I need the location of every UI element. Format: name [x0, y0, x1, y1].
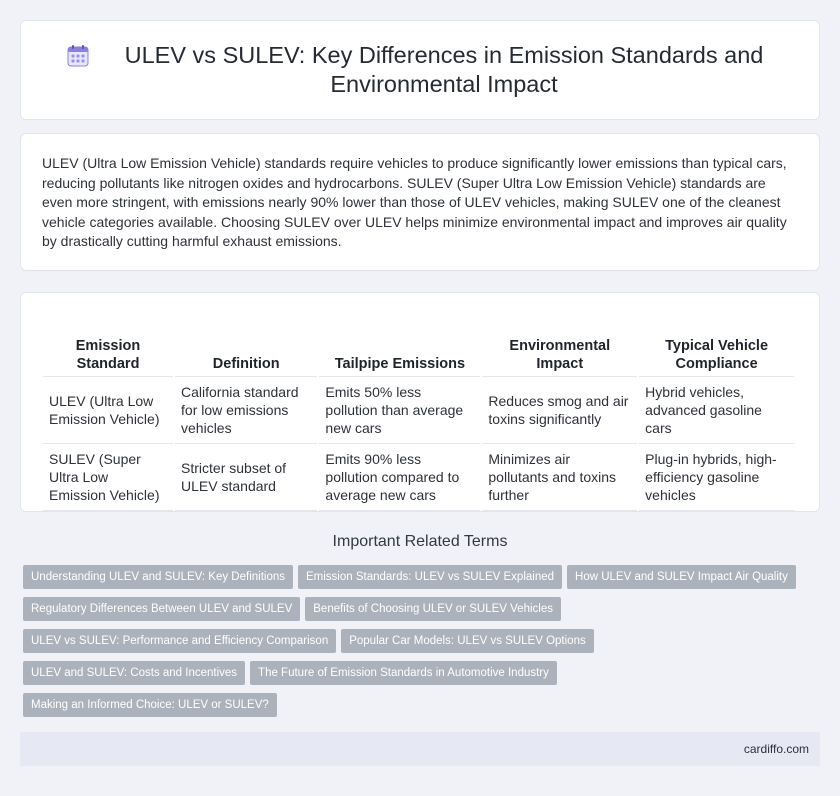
intro-card — [20, 133, 820, 271]
related-term-link[interactable]: Regulatory Differences Between ULEV and SULEV — [23, 597, 300, 621]
table-row — [43, 444, 794, 511]
table-row — [43, 377, 794, 444]
table-cell: Hybrid vehicles, advanced gasoline cars — [639, 377, 794, 444]
column-header: Typical Vehicle Compliance — [639, 313, 794, 377]
table-cell: California standard for low emissions vehicles — [175, 377, 317, 444]
related-term-link[interactable]: Popular Car Models: ULEV vs SULEV Options — [341, 629, 594, 653]
footer-site-link[interactable]: cardiffo.com — [743, 742, 809, 756]
related-term-link[interactable]: Making an Informed Choice: ULEV or SULEV? — [23, 693, 277, 717]
column-header: Tailpipe Emissions — [319, 313, 480, 377]
comparison-table-card — [20, 292, 820, 512]
related-term-link[interactable]: How ULEV and SULEV Impact Air Quality — [567, 565, 796, 589]
related-terms-title: Important Related Terms — [332, 533, 508, 550]
column-header: Emission Standard — [43, 313, 173, 377]
related-term-link[interactable]: The Future of Emission Standards in Automotive Industry — [250, 661, 557, 685]
table-cell: Stricter subset of ULEV standard — [175, 444, 317, 511]
comparison-table — [41, 313, 796, 511]
related-term-link[interactable]: Emission Standards: ULEV vs SULEV Explained — [298, 565, 562, 589]
related-terms-list — [23, 565, 823, 725]
table-cell: Plug-in hybrids, high-efficiency gasoline vehicles — [639, 444, 794, 511]
column-header: Definition — [175, 313, 317, 377]
table-cell: Emits 50% less pollution than average new cars — [319, 377, 480, 444]
related-term-link[interactable]: ULEV vs SULEV: Performance and Efficiency Comparison — [23, 629, 336, 653]
footer — [20, 732, 820, 766]
intro-paragraph: ULEV (Ultra Low Emission Vehicle) standards require vehicles to produce significantly lower emissions than typical cars, reducing pollutants like nitrogen oxides and hydrocarbons. SULEV (Super Ultra Low Emission Vehicle) standards are even more stringent, with emissions nearly 90% lower than those of ULEV vehicles, making SULEV one of the cleanest vehicle categories available. Choosing SULEV over ULEV helps minimize environmental impact and improves air quality by drastically cutting harmful exhaust emissions. — [42, 155, 787, 250]
table-header-row — [43, 313, 794, 377]
title-card — [20, 20, 820, 120]
related-term-link[interactable]: Benefits of Choosing ULEV or SULEV Vehicles — [305, 597, 561, 621]
page-title: ULEV vs SULEV: Key Differences in Emission Standards and Environmental Impact — [124, 42, 764, 97]
related-term-link[interactable]: Understanding ULEV and SULEV: Key Definitions — [23, 565, 293, 589]
table-cell: SULEV (Super Ultra Low Emission Vehicle) — [43, 444, 173, 511]
table-cell: Minimizes air pollutants and toxins further — [482, 444, 637, 511]
table-cell: ULEV (Ultra Low Emission Vehicle) — [43, 377, 173, 444]
related-term-link[interactable]: ULEV and SULEV: Costs and Incentives — [23, 661, 245, 685]
table-cell: Reduces smog and air toxins significantly — [482, 377, 637, 444]
column-header: Environmental Impact — [482, 313, 637, 377]
table-cell: Emits 90% less pollution compared to average new cars — [319, 444, 480, 511]
calendar-icon — [66, 44, 90, 68]
